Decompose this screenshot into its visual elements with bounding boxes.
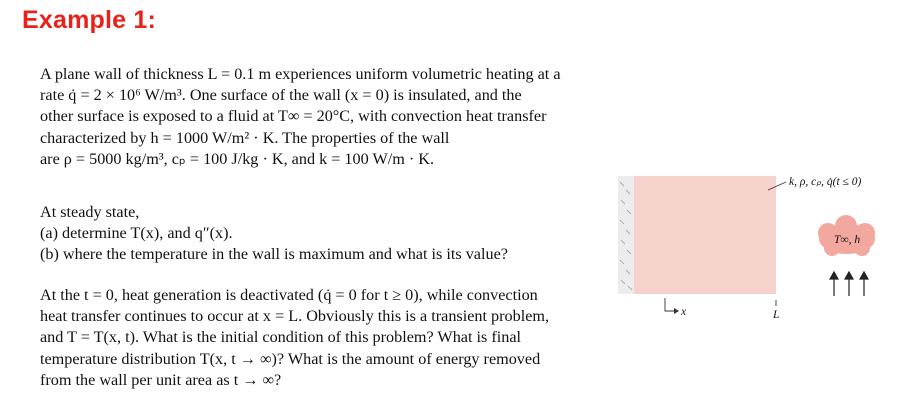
thickness-label: L xyxy=(773,309,780,321)
insulation-layer xyxy=(618,176,634,294)
transient-line: from the wall per unit area as t → ∞? xyxy=(40,370,282,389)
plane-wall-diagram xyxy=(614,160,900,330)
question-b: (b) where the temperature in the wall is maximum and what is its value? xyxy=(40,245,508,264)
question-a: (a) determine T(x), and q″(x). xyxy=(40,224,233,243)
transient-line: and T = T(x, t). What is the initial condition of this problem? What is final xyxy=(40,328,522,347)
statement-line: characterized by h = 1000 W/m² · K. The properties of the wall xyxy=(40,128,450,147)
transient-questions xyxy=(40,285,549,391)
flow-arrows xyxy=(830,272,868,296)
steady-line: At steady state, xyxy=(40,203,140,221)
statement-line: A plane wall of thickness L = 0.1 m experiences uniform volumetric heating at a xyxy=(40,65,561,83)
problem-statement xyxy=(40,64,561,170)
x-axis-arrow xyxy=(674,308,679,314)
transient-line: temperature distribution T(x, t → ∞)? What is the amount of energy removed xyxy=(40,349,541,368)
transient-line: heat transfer continues to occur at x = L. Obviously this is a transient problem, xyxy=(40,307,550,326)
wall-properties-label: k, ρ, cₚ, q̇(t ≤ 0) xyxy=(789,176,862,188)
x-axis-label: x xyxy=(681,306,687,318)
statement-line: rate q̇ = 2 × 10⁶ W/m³. One surface of the wall (x = 0) is insulated, and the xyxy=(40,86,522,105)
statement-line: are ρ = 5000 kg/m³, cₚ = 100 J/kg · K, and k = 100 W/m · K. xyxy=(40,149,435,168)
transient-line: At the t = 0, heat generation is deactivated (q̇ = 0 for t ≥ 0), while convection xyxy=(40,286,538,304)
wall-body xyxy=(634,176,776,294)
statement-line: other surface is exposed to a fluid at T∞ = 20°C, with convection heat transfer xyxy=(40,107,547,126)
fluid-label: T∞, h xyxy=(834,234,861,246)
example-title: Example 1: xyxy=(22,6,157,34)
steady-state-questions xyxy=(40,202,508,266)
